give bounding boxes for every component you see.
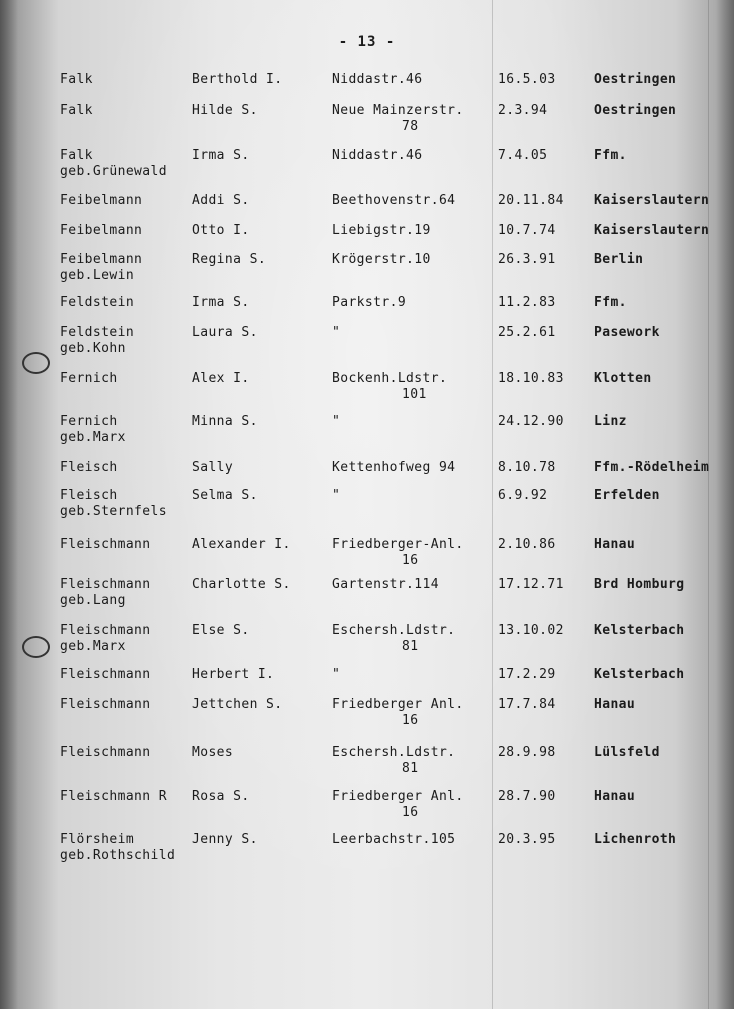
address — [332, 252, 431, 268]
register-row — [0, 537, 734, 581]
surname-text: Feibelmann — [60, 223, 143, 238]
page-number: - 13 - — [338, 34, 396, 50]
birth-place — [594, 148, 627, 164]
surname — [60, 72, 93, 88]
birth-place-text: Hanau — [594, 537, 636, 552]
address-text: Beethovenstr.64 — [332, 193, 456, 208]
surname-text: Fleischmann — [60, 623, 151, 638]
birth-date-text: 13.10.02 — [498, 623, 564, 638]
address — [332, 371, 447, 403]
given-name — [192, 148, 250, 164]
surname — [60, 325, 134, 357]
surname — [60, 537, 151, 553]
surname — [60, 832, 175, 864]
given-name-text: Minna S. — [192, 414, 258, 429]
given-name-text: Rosa S. — [192, 789, 250, 804]
birth-place-text: Hanau — [594, 697, 636, 712]
surname-text: geb.Lang — [60, 593, 126, 608]
surname — [60, 148, 167, 180]
address-text: 16 — [402, 553, 419, 568]
birth-place — [594, 697, 635, 713]
birth-date — [498, 193, 564, 209]
surname-text: Fernich — [60, 414, 118, 429]
address-text: " — [332, 667, 341, 682]
birth-date — [498, 832, 556, 848]
birth-place — [594, 223, 709, 239]
birth-place — [594, 295, 627, 311]
birth-place-text: Kelsterbach — [594, 667, 685, 682]
birth-date — [498, 789, 556, 805]
surname — [60, 295, 134, 311]
surname-text: geb.Marx — [60, 639, 126, 654]
birth-date-text: 7.4.05 — [498, 148, 548, 163]
address-text: Eschersh.Ldstr. — [332, 623, 456, 638]
given-name-text: Otto I. — [192, 223, 250, 238]
given-name — [192, 667, 274, 683]
surname — [60, 577, 151, 609]
address-text: Liebigstr.19 — [332, 223, 431, 238]
address-text: Eschersh.Ldstr. — [332, 745, 456, 760]
birth-date-text: 20.11.84 — [498, 193, 564, 208]
surname — [60, 460, 118, 476]
birth-date — [498, 72, 556, 88]
given-name — [192, 371, 250, 387]
surname — [60, 371, 118, 387]
given-name-text: Herbert I. — [192, 667, 275, 682]
birth-date-text: 25.2.61 — [498, 325, 556, 340]
given-name — [192, 252, 266, 268]
birth-date-text: 18.10.83 — [498, 371, 564, 386]
given-name-text: Laura S. — [192, 325, 258, 340]
surname-text: Fleischmann R — [60, 789, 167, 804]
birth-date — [498, 697, 556, 713]
birth-date-text: 20.3.95 — [498, 832, 556, 847]
given-name-text: Addi S. — [192, 193, 250, 208]
register-row — [0, 745, 734, 789]
birth-date — [498, 148, 547, 164]
birth-place-text: Klotten — [594, 371, 652, 386]
birth-date — [498, 371, 564, 387]
birth-date-text: 10.7.74 — [498, 223, 556, 238]
given-name — [192, 697, 283, 713]
birth-place — [594, 193, 709, 209]
birth-place — [594, 745, 660, 761]
given-name — [192, 488, 258, 504]
birth-place-text: Oestringen — [594, 103, 677, 118]
birth-date-text: 26.3.91 — [498, 252, 556, 267]
register-row — [0, 252, 734, 296]
birth-place-text: Ffm. — [594, 148, 627, 163]
birth-date — [498, 537, 556, 553]
surname-text: Feibelmann — [60, 193, 143, 208]
address — [332, 103, 464, 135]
address-text: Niddastr.46 — [332, 72, 423, 87]
birth-date-text: 28.7.90 — [498, 789, 556, 804]
given-name-text: Sally — [192, 460, 234, 475]
birth-place — [594, 488, 660, 504]
birth-place-text: Kelsterbach — [594, 623, 685, 638]
birth-date-text: 6.9.92 — [498, 488, 548, 503]
surname-text: Fleischmann — [60, 577, 151, 592]
birth-date-text: 17.12.71 — [498, 577, 564, 592]
birth-place-text: Berlin — [594, 252, 644, 267]
birth-place-text: Hanau — [594, 789, 636, 804]
surname-text: Fleisch — [60, 460, 118, 475]
birth-date-text: 17.2.29 — [498, 667, 556, 682]
register-row — [0, 789, 734, 833]
birth-place — [594, 537, 635, 553]
surname-text: Fleischmann — [60, 697, 151, 712]
birth-place-text: Kaiserslautern — [594, 223, 710, 238]
surname-text: Fleischmann — [60, 537, 151, 552]
register-row — [0, 623, 734, 667]
birth-place — [594, 72, 676, 88]
surname — [60, 252, 142, 284]
address — [332, 667, 340, 683]
address-text: 16 — [402, 805, 419, 820]
surname — [60, 667, 151, 683]
surname-text: geb.Rothschild — [60, 848, 176, 863]
register-row — [0, 488, 734, 532]
birth-place-text: Kaiserslautern — [594, 193, 710, 208]
address — [332, 325, 340, 341]
birth-date — [498, 745, 556, 761]
birth-place — [594, 414, 627, 430]
given-name — [192, 577, 291, 593]
birth-place — [594, 103, 676, 119]
address-text: Krögerstr.10 — [332, 252, 431, 267]
given-name — [192, 325, 258, 341]
address — [332, 789, 464, 821]
birth-date — [498, 623, 564, 639]
birth-date-text: 8.10.78 — [498, 460, 556, 475]
birth-date-text: 17.7.84 — [498, 697, 556, 712]
birth-date — [498, 577, 564, 593]
given-name-text: Alexander I. — [192, 537, 291, 552]
address — [332, 488, 340, 504]
address-text: Bockenh.Ldstr. — [332, 371, 448, 386]
birth-place-text: Lülsfeld — [594, 745, 660, 760]
address — [332, 577, 439, 593]
given-name — [192, 623, 250, 639]
birth-place — [594, 371, 652, 387]
surname-text: Fleischmann — [60, 745, 151, 760]
address-text: Neue Mainzerstr. — [332, 103, 464, 118]
birth-place-text: Erfelden — [594, 488, 660, 503]
surname-text: geb.Lewin — [60, 268, 135, 283]
register-row — [0, 103, 734, 147]
address — [332, 414, 340, 430]
address — [332, 832, 455, 848]
given-name-text: Jenny S. — [192, 832, 258, 847]
birth-date — [498, 252, 556, 268]
surname-text: Fernich — [60, 371, 118, 386]
address — [332, 295, 406, 311]
address — [332, 148, 423, 164]
birth-date — [498, 295, 556, 311]
surname-text: geb.Kohn — [60, 341, 126, 356]
surname — [60, 745, 151, 761]
address-text: 78 — [402, 119, 419, 134]
given-name-text: Alex I. — [192, 371, 250, 386]
birth-place — [594, 460, 709, 476]
register-row — [0, 371, 734, 415]
birth-date-text: 11.2.83 — [498, 295, 556, 310]
address-text: 101 — [402, 387, 427, 402]
surname-text: Feibelmann — [60, 252, 143, 267]
birth-place-text: Linz — [594, 414, 627, 429]
surname-text: Falk — [60, 72, 93, 87]
birth-date — [498, 325, 556, 341]
birth-date — [498, 488, 547, 504]
given-name — [192, 72, 283, 88]
address — [332, 193, 455, 209]
surname-text: Fleisch — [60, 488, 118, 503]
surname-text: Feldstein — [60, 295, 135, 310]
given-name-text: Irma S. — [192, 295, 250, 310]
surname — [60, 414, 126, 446]
birth-date-text: 28.9.98 — [498, 745, 556, 760]
surname — [60, 103, 93, 119]
birth-place-text: Ffm. — [594, 295, 627, 310]
surname — [60, 223, 142, 239]
given-name-text: Irma S. — [192, 148, 250, 163]
given-name — [192, 223, 250, 239]
address-text: Gartenstr.114 — [332, 577, 439, 592]
birth-place-text: Brd Homburg — [594, 577, 685, 592]
register-row — [0, 832, 734, 876]
birth-place — [594, 789, 635, 805]
address — [332, 697, 464, 729]
given-name — [192, 414, 258, 430]
given-name — [192, 103, 258, 119]
given-name-text: Berthold I. — [192, 72, 283, 87]
address-text: Niddastr.46 — [332, 148, 423, 163]
address — [332, 537, 464, 569]
register-row — [0, 148, 734, 192]
address-text: " — [332, 488, 341, 503]
birth-date — [498, 460, 556, 476]
address — [332, 223, 431, 239]
given-name — [192, 832, 258, 848]
birth-date-text: 16.5.03 — [498, 72, 556, 87]
address-text: 16 — [402, 713, 419, 728]
address — [332, 460, 455, 476]
surname — [60, 193, 142, 209]
address-text: Leerbachstr.105 — [332, 832, 456, 847]
birth-place — [594, 667, 685, 683]
birth-place-text: Oestringen — [594, 72, 677, 87]
birth-date — [498, 414, 564, 430]
surname — [60, 697, 151, 713]
birth-place-text: Ffm.-Rödelheim — [594, 460, 710, 475]
birth-place-text: Lichenroth — [594, 832, 677, 847]
address — [332, 72, 423, 88]
address-text: " — [332, 414, 341, 429]
surname-text: Fleischmann — [60, 667, 151, 682]
surname-text: geb.Sternfels — [60, 504, 167, 519]
address-text: Friedberger Anl. — [332, 697, 464, 712]
address — [332, 623, 455, 655]
birth-date-text: 2.3.94 — [498, 103, 548, 118]
birth-place — [594, 252, 643, 268]
birth-place — [594, 325, 660, 341]
surname-text: geb.Grünewald — [60, 164, 167, 179]
given-name — [192, 460, 233, 476]
address-text: Kettenhofweg 94 — [332, 460, 456, 475]
address-text: Friedberger Anl. — [332, 789, 464, 804]
address-text: " — [332, 325, 341, 340]
given-name-text: Moses — [192, 745, 234, 760]
birth-date — [498, 667, 556, 683]
surname — [60, 623, 151, 655]
birth-date — [498, 223, 556, 239]
birth-place-text: Pasework — [594, 325, 660, 340]
register-row — [0, 577, 734, 621]
address — [332, 745, 455, 777]
register-row — [0, 697, 734, 741]
surname-text: Flörsheim — [60, 832, 135, 847]
surname — [60, 488, 167, 520]
birth-date-text: 24.12.90 — [498, 414, 564, 429]
given-name-text: Selma S. — [192, 488, 258, 503]
surname-text: Feldstein — [60, 325, 135, 340]
address-text: Friedberger-Anl. — [332, 537, 464, 552]
birth-place — [594, 832, 676, 848]
birth-date — [498, 103, 547, 119]
given-name-text: Hilde S. — [192, 103, 258, 118]
register-row — [0, 414, 734, 458]
given-name — [192, 537, 291, 553]
birth-place — [594, 577, 685, 593]
given-name-text: Regina S. — [192, 252, 267, 267]
given-name — [192, 295, 250, 311]
surname-text: geb.Marx — [60, 430, 126, 445]
register-row — [0, 325, 734, 369]
given-name — [192, 789, 250, 805]
address-text: Parkstr.9 — [332, 295, 407, 310]
given-name — [192, 193, 250, 209]
given-name-text: Charlotte S. — [192, 577, 291, 592]
address-text: 81 — [402, 761, 419, 776]
given-name — [192, 745, 233, 761]
surname-text: Falk — [60, 103, 93, 118]
given-name-text: Jettchen S. — [192, 697, 283, 712]
birth-date-text: 2.10.86 — [498, 537, 556, 552]
given-name-text: Else S. — [192, 623, 250, 638]
birth-place — [594, 623, 685, 639]
address-text: 81 — [402, 639, 419, 654]
surname-text: Falk — [60, 148, 93, 163]
surname — [60, 789, 167, 805]
